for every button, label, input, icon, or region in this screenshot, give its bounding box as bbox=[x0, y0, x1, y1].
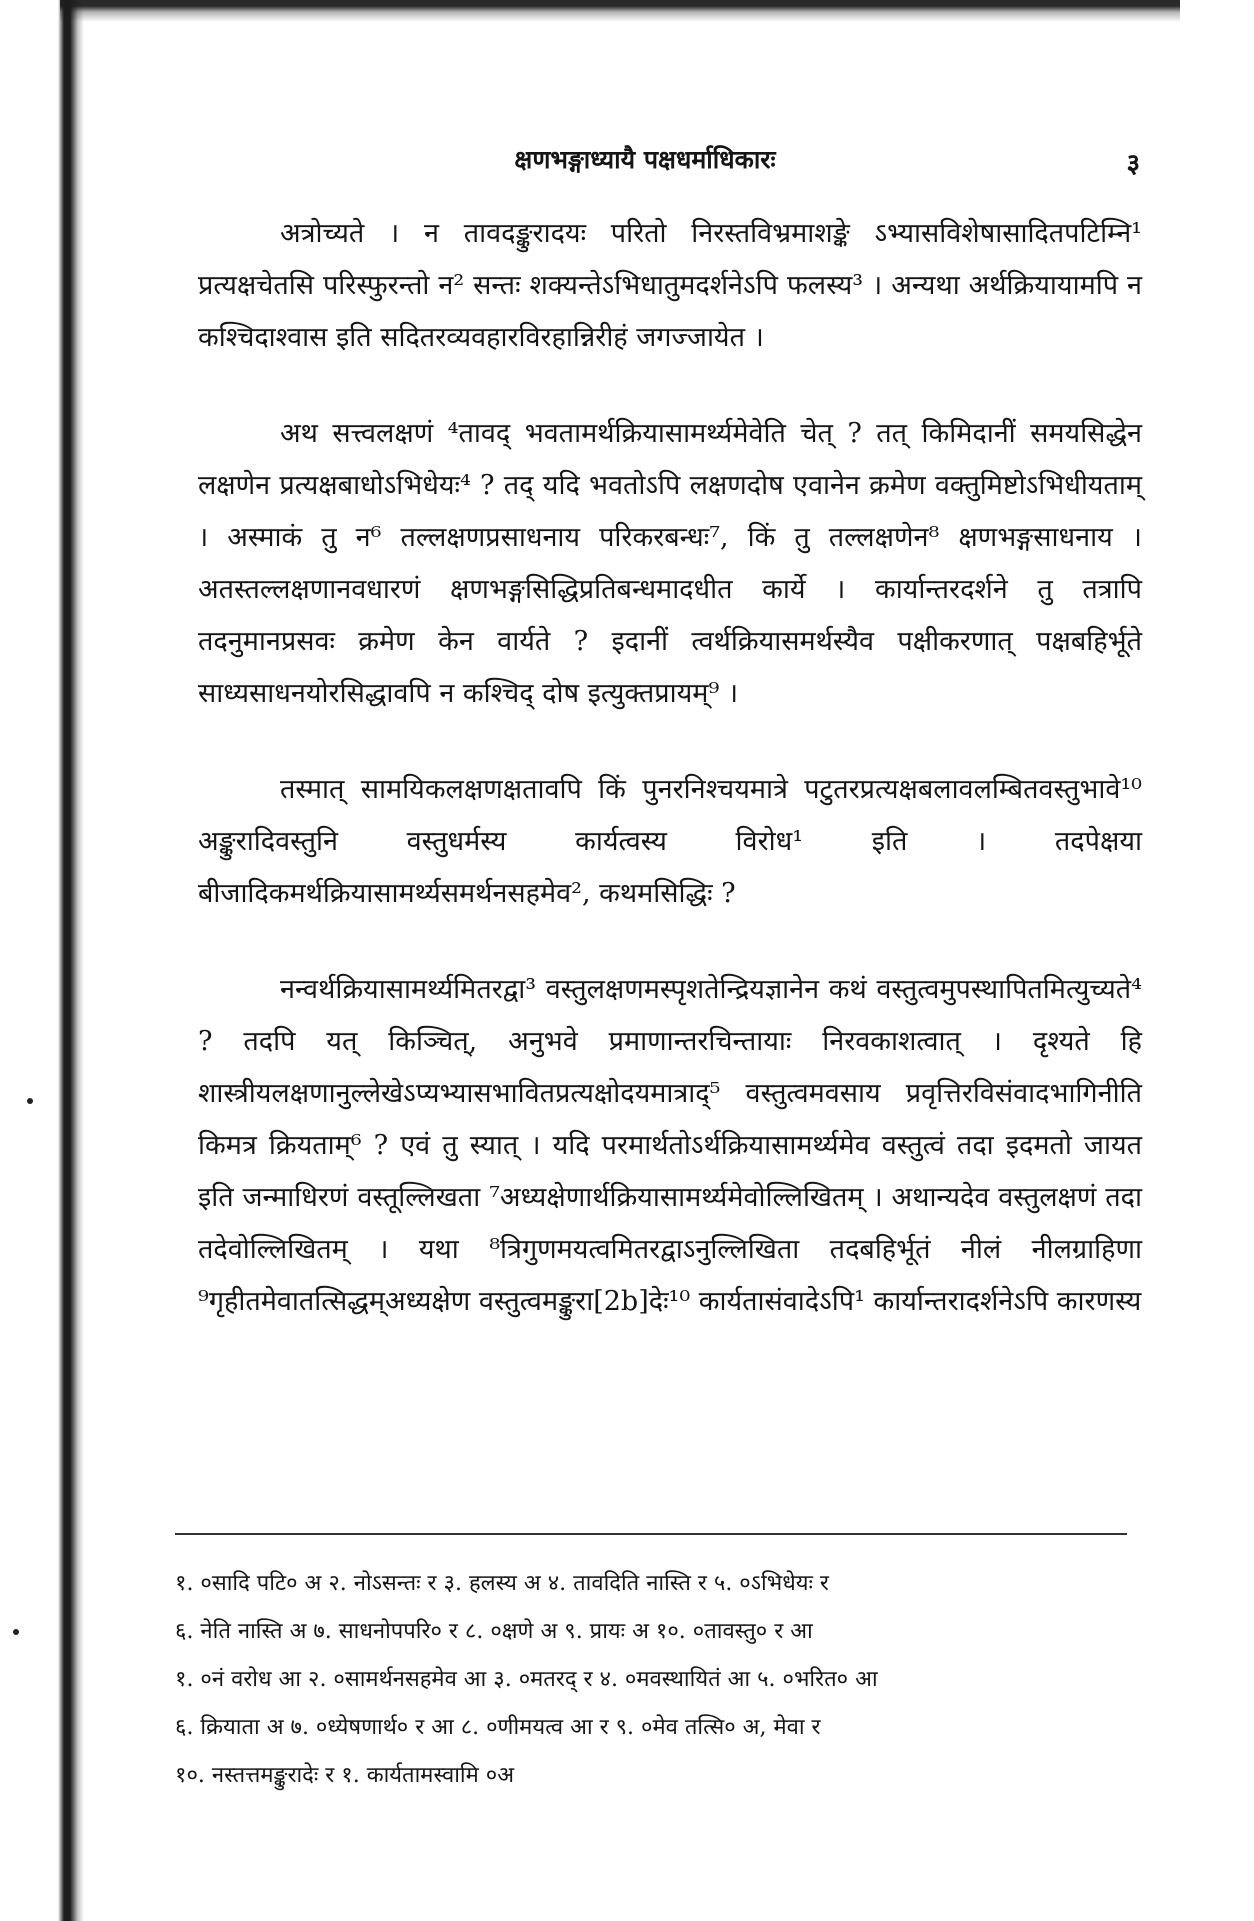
footnote-line: १. ०सादि पटि० अ २. नोऽसन्तः र ३. हलस्य अ ४. तावदिति नास्ति र ५. ०ऽभिधेयः र bbox=[175, 1571, 829, 1596]
scan-shadow-left bbox=[58, 0, 84, 1921]
footnote-line: १. ०नं वरोध आ २. ०सामर्थनसहमेव आ ३. ०मतरद् र ४. ०मवस्थायितं आ ५. ०भरित० आ bbox=[175, 1667, 878, 1692]
scan-speck bbox=[27, 1098, 33, 1104]
footnote-divider bbox=[175, 1533, 1127, 1535]
scan-speck bbox=[13, 1629, 19, 1635]
page-number: ३ bbox=[1126, 149, 1140, 179]
footnote-line: ६. क्रियाता अ ७. ०ध्येषणार्थ० र आ ८. ०णीमयत्व आ र ९. ०मेव तत्सि० अ, मेवा र bbox=[175, 1715, 821, 1740]
page-header bbox=[150, 142, 1140, 182]
running-title: क्षणभङ्गाध्यायै पक्षधर्माधिकारः bbox=[514, 145, 776, 174]
main-text bbox=[198, 208, 1142, 1328]
footnote-line: १०. नस्तत्तमङ्कुरादेः र १. कार्यतामस्वामि ०अ bbox=[175, 1763, 515, 1788]
paragraph: अत्रोच्यते । न तावदङ्कुरादयः परितो निरस्तविभ्रमाशङ्के ऽभ्यासविशेषासादितपटिम्नि¹ प्रत्यक्षचेतसि परिस्फुरन्तो न² सन्तः शक्यन्तेऽभिधातुमदर्शनेऽपि फलस्य³ । अन्यथा अर्थक्रियायामपि न कश्चिदाश्वास इति सदितरव्यवहारविरहान्निरीहं जगज्जायेत । bbox=[198, 218, 1142, 353]
footnote-line: ६. नेति नास्ति अ ७. साधनोपपरि० र ८. ०क्षणे अ ९. प्रायः अ १०. ०तावस्तु० र आ bbox=[175, 1619, 813, 1644]
scan-shadow-top bbox=[60, 0, 1180, 22]
paragraph: अथ सत्त्वलक्षणं ⁴तावद् भवतामर्थक्रियासामर्थ्यमेवेति चेत् ? तत् किमिदानीं समयसिद्धेन लक्षणेन प्रत्यक्षबाधोऽभिधेयः⁴ ? तद् यदि भवतोऽपि लक्षणदोष एवानेन क्रमेण वक्तुमिष्टोऽभिधीयताम् । अस्माकं तु न⁶ तल्लक्षणप्रसाधनाय परिकरबन्धः⁷, किं तु तल्लक्षणेन⁸ क्षणभङ्गसाधनाय । अतस्तल्लक्षणानवधारणं क्षणभङ्गसिद्धिप्रतिबन्धमादधीत कार्ये । कार्यान्तरदर्शने तु तत्रापि तदनुमानप्रसवः क्रमेण केन वार्यते ? इदानीं त्वर्थक्रियासमर्थस्यैव पक्षीकरणात् पक्षबहिर्भूते साध्यसाधनयोरसिद्धावपि न कश्चिद् दोष इत्युक्तप्रायम्⁹ । bbox=[198, 418, 1142, 709]
paragraph: तस्मात् सामयिकलक्षणक्षतावपि किं पुनरनिश्चयमात्रे पटुतरप्रत्यक्षबलावलम्बितवस्तुभावे¹⁰ अङ्कुरादिवस्तुनि वस्तुधर्मस्य कार्यत्वस्य विरोध¹ इति । तदपेक्षया बीजादिकमर्थक्रियासामर्थ्यसमर्थनसहमेव², कथमसिद्धिः ? bbox=[198, 774, 1142, 909]
paragraph: नन्वर्थक्रियासामर्थ्यमितरद्वा³ वस्तुलक्षणमस्पृशतेन्द्रियज्ञानेन कथं वस्तुत्वमुपस्थापितमित्युच्यते⁴ ? तदपि यत् किञ्चित्, अनुभवे प्रमाणान्तरचिन्तायाः निरवकाशत्वात् । दृश्यते हि शास्त्रीयलक्षणानुल्लेखेऽप्यभ्यासभावितप्रत्यक्षोदयमात्राद्⁵ वस्तुत्वमवसाय प्रवृत्तिरविसंवादभागिनीति किमत्र क्रियताम्⁶ ? एवं तु स्यात् । यदि परमार्थतोऽर्थक्रियासामर्थ्यमेव वस्तुत्वं तदा इदमतो जायत इति जन्माधिरणं वस्तूल्लिखता ⁷अध्यक्षेणार्थक्रियासामर्थ्यमेवोल्लिखितम् । अथान्यदेव वस्तुलक्षणं तदा तदेवोल्लिखितम् । यथा ⁸त्रिगुणमयत्वमितरद्वाऽनुल्लिखिता तदबहिर्भूतं नीलं नीलग्राहिणा ⁹गृहीतमेवातत्सिद्धम्अध्यक्षेण वस्तुत्वमङ्कुरा[2b]देः¹⁰ कार्यतासंवादेऽपि¹ कार्यान्तरादर्शनेऽपि कारणस्य bbox=[198, 974, 1142, 1317]
footnotes bbox=[175, 1560, 1127, 1800]
